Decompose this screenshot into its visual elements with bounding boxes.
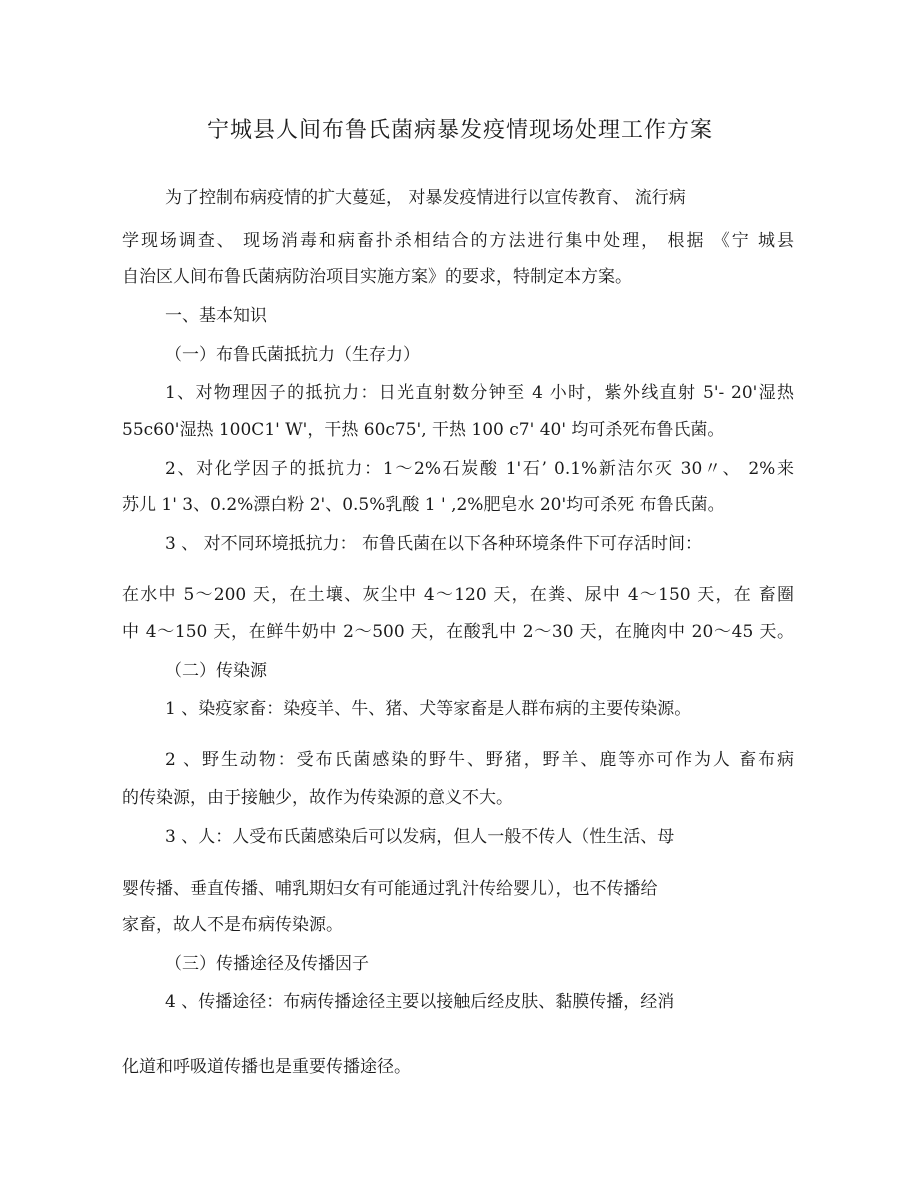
paragraph-line: 2、对化学因子的抵抗力：1～2%石炭酸 1'石’ 0.1%新洁尔灭 30〃、 2%来: [165, 459, 794, 479]
paragraph-line: 中 4～150 天，在鲜牛奶中 2～500 天，在酸乳中 2～30 天，在腌肉中 20～45 天。: [122, 622, 794, 642]
paragraph-line: 家畜，故人不是布病传染源。: [122, 915, 343, 935]
paragraph-line: 3 、人：人受布氏菌感染后可以发病，但人一般不传人（性生活、母: [165, 827, 675, 847]
subsection-heading: （二）传染源: [165, 661, 267, 681]
paragraph-line: 55c60'湿热 100C1' W'，干热 60c75', 干热 100 c7' 40' 均可杀死布鲁氏菌。: [122, 420, 725, 440]
section-heading: 一、基本知识: [165, 306, 267, 326]
paragraph-line: 的传染源，由于接触少，故作为传染源的意义不大。: [122, 788, 513, 808]
paragraph-line: 在水中 5～200 天，在土壤、灰尘中 4～120 天，在粪、尿中 4～150 天，在 畜圈: [122, 585, 794, 605]
page-title: 宁城县人间布鲁氏菌病暴发疫情现场处理工作方案: [206, 118, 713, 143]
paragraph-line: 2 、野生动物：受布氏菌感染的野牛、野猪，野羊、鹿等亦可作为人 畜布病: [165, 750, 794, 770]
paragraph-line: 化道和呼吸道传播也是重要传播途径。: [122, 1057, 411, 1077]
paragraph-line: 4 、传播途径：布病传播途径主要以接触后经皮肤、黏膜传播，经消: [165, 992, 675, 1012]
paragraph-line: 1、对物理因子的抵抗力：日光直射数分钟至 4 小时，紫外线直射 5'- 20'湿热: [165, 383, 794, 403]
paragraph-line: 1 、染疫家畜：染疫羊、牛、猪、犬等家畜是人群布病的主要传染源。: [165, 699, 692, 719]
paragraph-line: 学现场调查、 现场消毒和病畜扑杀相结合的方法进行集中处理， 根据 《宁 城县: [122, 231, 794, 251]
paragraph-line: 3 、 对不同环境抵抗力： 布鲁氏菌在以下各种环境条件下可存活时间：: [165, 534, 703, 554]
paragraph-line: 苏儿 1' 3、0.2%漂白粉 2'、0.5%乳酸 1 ' ,2%肥皂水 20'均可杀死 布鲁氏菌。: [122, 495, 725, 515]
subsection-heading: （一）布鲁氏菌抵抗力（生存力）: [165, 345, 420, 365]
subsection-heading: （三）传播途径及传播因子: [165, 954, 369, 974]
paragraph-line: 自治区人间布鲁氏菌病防治项目实施方案》的要求，特制定本方案。: [122, 267, 632, 287]
paragraph-line: 婴传播、垂直传播、哺乳期妇女有可能通过乳汁传给婴儿），也不传播给: [122, 879, 658, 899]
paragraph-line: 为了控制布病疫情的扩大蔓延， 对暴发疫情进行以宣传教育、 流行病: [165, 188, 686, 208]
